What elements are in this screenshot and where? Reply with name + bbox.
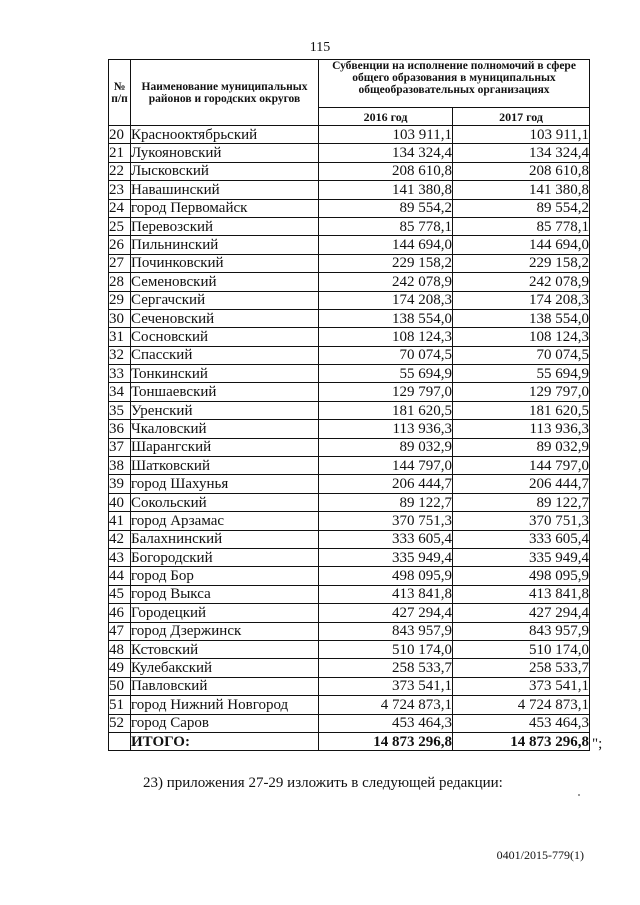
subsidy-2016: 89 122,7 xyxy=(319,493,453,511)
subsidy-2017: 373 541,1 xyxy=(453,677,590,695)
subsidy-2017: 498 095,9 xyxy=(453,567,590,585)
subsidy-2017: 138 554,0 xyxy=(453,309,590,327)
district-name: Павловский xyxy=(131,677,319,695)
subsidy-2017: 108 124,3 xyxy=(453,328,590,346)
header-name: Наименование муниципальных районов и городских округов xyxy=(131,60,319,126)
subsidy-2017: 242 078,9 xyxy=(453,273,590,291)
table-row xyxy=(109,622,590,640)
table-row xyxy=(109,365,590,383)
table-row xyxy=(109,677,590,695)
district-name: Пильнинский xyxy=(131,236,319,254)
table-row xyxy=(109,217,590,235)
district-name: Балахнинский xyxy=(131,530,319,548)
district-name: город Бор xyxy=(131,567,319,585)
row-number: 28 xyxy=(109,273,131,291)
district-name: Сергачский xyxy=(131,291,319,309)
row-number: 51 xyxy=(109,696,131,714)
subsidy-2016: 510 174,0 xyxy=(319,640,453,658)
subsidy-2017: 453 464,3 xyxy=(453,714,590,732)
row-number: 42 xyxy=(109,530,131,548)
row-number: 25 xyxy=(109,217,131,235)
subsidy-2016: 129 797,0 xyxy=(319,383,453,401)
header-year-2017: 2017 год xyxy=(453,108,590,126)
table-row xyxy=(109,457,590,475)
subsidy-2017: 144 797,0 xyxy=(453,457,590,475)
subsidy-2017: 103 911,1 xyxy=(453,126,590,144)
district-name: Спасский xyxy=(131,346,319,364)
subsidy-2017: 174 208,3 xyxy=(453,291,590,309)
row-number: 26 xyxy=(109,236,131,254)
subsidy-2017: 208 610,8 xyxy=(453,162,590,180)
table-body xyxy=(109,126,590,733)
row-number: 43 xyxy=(109,548,131,566)
table-row xyxy=(109,548,590,566)
subsidy-2016: 108 124,3 xyxy=(319,328,453,346)
subsidy-2017: 229 158,2 xyxy=(453,254,590,272)
district-name: Уренский xyxy=(131,401,319,419)
document-code: 0401/2015-779(1) xyxy=(496,848,584,862)
district-name: Перевозский xyxy=(131,217,319,235)
subsidy-2016: 335 949,4 xyxy=(319,548,453,566)
district-name: город Саров xyxy=(131,714,319,732)
subsidy-2016: 453 464,3 xyxy=(319,714,453,732)
table-row xyxy=(109,199,590,217)
row-number: 50 xyxy=(109,677,131,695)
row-number: 21 xyxy=(109,144,131,162)
amendment-paragraph: 23) приложения 27-29 изложить в следующей редакции: xyxy=(143,775,503,791)
header-year-2016: 2016 год xyxy=(319,108,453,126)
subsidy-2017: 370 751,3 xyxy=(453,512,590,530)
district-name: Кулебакский xyxy=(131,659,319,677)
district-name: Сосновский xyxy=(131,328,319,346)
table-row xyxy=(109,181,590,199)
subsidy-2016: 55 694,9 xyxy=(319,365,453,383)
row-number: 41 xyxy=(109,512,131,530)
row-number: 34 xyxy=(109,383,131,401)
table-row xyxy=(109,512,590,530)
subsidy-2017: 335 949,4 xyxy=(453,548,590,566)
subsidy-2016: 134 324,4 xyxy=(319,144,453,162)
subsidy-2016: 144 797,0 xyxy=(319,457,453,475)
subsidy-2016: 413 841,8 xyxy=(319,585,453,603)
district-name: Тоншаевский xyxy=(131,383,319,401)
subsidy-2016: 138 554,0 xyxy=(319,309,453,327)
district-name: Кстовский xyxy=(131,640,319,658)
subsidy-2016: 181 620,5 xyxy=(319,401,453,419)
row-number: 27 xyxy=(109,254,131,272)
page-number: 115 xyxy=(309,40,331,55)
district-name: Шатковский xyxy=(131,457,319,475)
table-row xyxy=(109,254,590,272)
total-2017: 14 873 296,8 xyxy=(453,732,590,750)
subsidy-2017: 258 533,7 xyxy=(453,659,590,677)
table-row xyxy=(109,236,590,254)
subsidy-2016: 242 078,9 xyxy=(319,273,453,291)
subsidy-2016: 174 208,3 xyxy=(319,291,453,309)
subsidy-table xyxy=(108,59,590,751)
district-name: город Шахунья xyxy=(131,475,319,493)
row-number: 24 xyxy=(109,199,131,217)
row-number: 40 xyxy=(109,493,131,511)
table-row xyxy=(109,328,590,346)
table-row xyxy=(109,309,590,327)
row-number: 31 xyxy=(109,328,131,346)
row-number: 47 xyxy=(109,622,131,640)
row-number: 39 xyxy=(109,475,131,493)
district-name: город Первомайск xyxy=(131,199,319,217)
row-number: 33 xyxy=(109,365,131,383)
table-row xyxy=(109,401,590,419)
table-row xyxy=(109,383,590,401)
table-row xyxy=(109,567,590,585)
row-number: 35 xyxy=(109,401,131,419)
subsidy-2016: 89 554,2 xyxy=(319,199,453,217)
subsidy-2017: 144 694,0 xyxy=(453,236,590,254)
table-row xyxy=(109,659,590,677)
table-row xyxy=(109,696,590,714)
subsidy-2016: 144 694,0 xyxy=(319,236,453,254)
district-name: Чкаловский xyxy=(131,420,319,438)
row-number: 22 xyxy=(109,162,131,180)
subsidy-2016: 70 074,5 xyxy=(319,346,453,364)
table-row xyxy=(109,530,590,548)
subsidy-2016: 89 032,9 xyxy=(319,438,453,456)
table-row xyxy=(109,475,590,493)
table-row xyxy=(109,126,590,144)
district-name: Починковский xyxy=(131,254,319,272)
table-row xyxy=(109,291,590,309)
district-name: Краснооктябрьский xyxy=(131,126,319,144)
subsidy-2016: 206 444,7 xyxy=(319,475,453,493)
subsidy-2016: 4 724 873,1 xyxy=(319,696,453,714)
district-name: Богородский xyxy=(131,548,319,566)
district-name: Семеновский xyxy=(131,273,319,291)
total-row xyxy=(109,732,590,750)
subsidy-2017: 89 032,9 xyxy=(453,438,590,456)
district-name: Городецкий xyxy=(131,604,319,622)
table-row xyxy=(109,162,590,180)
row-number: 29 xyxy=(109,291,131,309)
subsidy-2017: 89 122,7 xyxy=(453,493,590,511)
row-number: 48 xyxy=(109,640,131,658)
subsidy-2017: 413 841,8 xyxy=(453,585,590,603)
total-num-cell xyxy=(109,732,131,750)
subsidy-2016: 373 541,1 xyxy=(319,677,453,695)
row-number: 36 xyxy=(109,420,131,438)
table-row xyxy=(109,640,590,658)
header-subsidy-group: Субвенции на исполнение полномочий в сфере общего образования в муниципальных общеобразовательных организациях xyxy=(319,60,590,108)
district-name: Шарангский xyxy=(131,438,319,456)
table-row xyxy=(109,346,590,364)
subsidy-2017: 55 694,9 xyxy=(453,365,590,383)
subsidy-2017: 134 324,4 xyxy=(453,144,590,162)
district-name: Лукояновский xyxy=(131,144,319,162)
subsidy-2016: 141 380,8 xyxy=(319,181,453,199)
district-name: Сокольский xyxy=(131,493,319,511)
subsidy-2017: 70 074,5 xyxy=(453,346,590,364)
row-number: 46 xyxy=(109,604,131,622)
district-name: Тонкинский xyxy=(131,365,319,383)
district-name: город Арзамас xyxy=(131,512,319,530)
row-number: 44 xyxy=(109,567,131,585)
table-row xyxy=(109,273,590,291)
district-name: Лысковский xyxy=(131,162,319,180)
row-number: 45 xyxy=(109,585,131,603)
total-2016: 14 873 296,8 xyxy=(319,732,453,750)
total-label: ИТОГО: xyxy=(131,732,319,750)
subsidy-2016: 843 957,9 xyxy=(319,622,453,640)
table-row xyxy=(109,420,590,438)
subsidy-2016: 427 294,4 xyxy=(319,604,453,622)
row-number: 32 xyxy=(109,346,131,364)
row-number: 52 xyxy=(109,714,131,732)
district-name: город Дзержинск xyxy=(131,622,319,640)
subsidy-2016: 113 936,3 xyxy=(319,420,453,438)
subsidy-2017: 141 380,8 xyxy=(453,181,590,199)
subsidy-2017: 206 444,7 xyxy=(453,475,590,493)
row-number: 49 xyxy=(109,659,131,677)
subsidy-2017: 113 936,3 xyxy=(453,420,590,438)
stray-mark xyxy=(578,794,580,796)
subsidy-2017: 427 294,4 xyxy=(453,604,590,622)
subsidy-2016: 85 778,1 xyxy=(319,217,453,235)
subsidy-2016: 498 095,9 xyxy=(319,567,453,585)
subsidy-2017: 843 957,9 xyxy=(453,622,590,640)
district-name: город Нижний Новгород xyxy=(131,696,319,714)
subsidy-2016: 333 605,4 xyxy=(319,530,453,548)
district-name: Сеченовский xyxy=(131,309,319,327)
table-row xyxy=(109,493,590,511)
subsidy-2017: 89 554,2 xyxy=(453,199,590,217)
table-row xyxy=(109,604,590,622)
table-row xyxy=(109,438,590,456)
subsidy-2017: 333 605,4 xyxy=(453,530,590,548)
closing-quote: "; xyxy=(592,736,603,752)
subsidy-2016: 258 533,7 xyxy=(319,659,453,677)
subsidy-2017: 4 724 873,1 xyxy=(453,696,590,714)
subsidy-2017: 129 797,0 xyxy=(453,383,590,401)
subsidy-2017: 181 620,5 xyxy=(453,401,590,419)
table-row xyxy=(109,714,590,732)
subsidy-2016: 370 751,3 xyxy=(319,512,453,530)
header-number: № п/п xyxy=(109,60,131,126)
subsidy-2016: 208 610,8 xyxy=(319,162,453,180)
subsidy-2016: 229 158,2 xyxy=(319,254,453,272)
table-row xyxy=(109,585,590,603)
subsidy-2017: 510 174,0 xyxy=(453,640,590,658)
row-number: 23 xyxy=(109,181,131,199)
subsidy-2017: 85 778,1 xyxy=(453,217,590,235)
district-name: Навашинский xyxy=(131,181,319,199)
row-number: 30 xyxy=(109,309,131,327)
table-row xyxy=(109,144,590,162)
district-name: город Выкса xyxy=(131,585,319,603)
row-number: 38 xyxy=(109,457,131,475)
row-number: 20 xyxy=(109,126,131,144)
row-number: 37 xyxy=(109,438,131,456)
subsidy-2016: 103 911,1 xyxy=(319,126,453,144)
